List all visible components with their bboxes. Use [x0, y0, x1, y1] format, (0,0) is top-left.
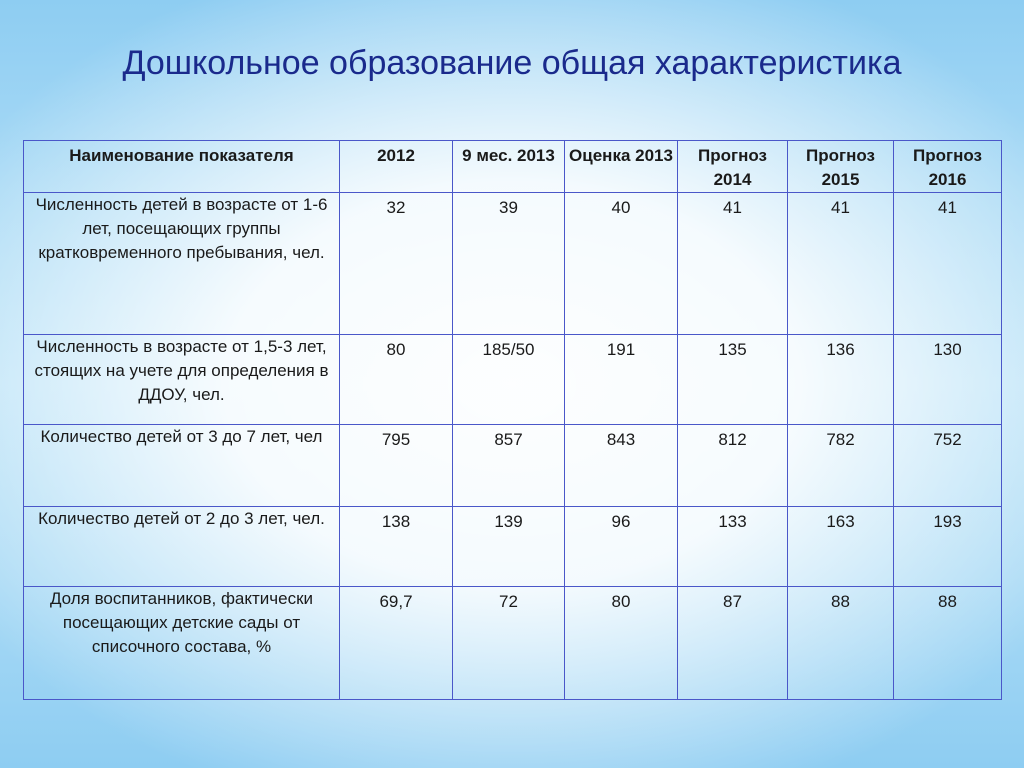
table-cell: 812	[678, 425, 788, 507]
table-row	[24, 335, 1002, 425]
header-2012: 2012	[340, 141, 453, 193]
table-cell: 135	[678, 335, 788, 425]
table-cell: 185/50	[453, 335, 565, 425]
table-row	[24, 507, 1002, 587]
table-cell: 41	[894, 193, 1002, 335]
table-cell: 782	[788, 425, 894, 507]
table-cell: 139	[453, 507, 565, 587]
table-row	[24, 193, 1002, 335]
table-cell: 80	[340, 335, 453, 425]
table-cell: 69,7	[340, 587, 453, 700]
indicators-table	[23, 140, 1002, 700]
table-row	[24, 425, 1002, 507]
table-cell: 39	[453, 193, 565, 335]
table-cell: 87	[678, 587, 788, 700]
table-row	[24, 587, 1002, 700]
header-estimate-2013: Оценка 2013	[565, 141, 678, 193]
header-forecast-2016: Прогноз 2016	[894, 141, 1002, 193]
row-label: Доля воспитанников, фактически посещающих детские сады от списочного состава, %	[24, 587, 340, 700]
table-cell: 80	[565, 587, 678, 700]
table-cell: 193	[894, 507, 1002, 587]
row-label: Численность детей в возрасте от 1-6 лет, посещающих группы кратковременного пребывания, чел.	[24, 193, 340, 335]
table-cell: 752	[894, 425, 1002, 507]
table-cell: 136	[788, 335, 894, 425]
table-cell: 191	[565, 335, 678, 425]
table-cell: 138	[340, 507, 453, 587]
table-cell: 40	[565, 193, 678, 335]
row-label: Количество детей от 3 до 7 лет, чел	[24, 425, 340, 507]
table-cell: 41	[788, 193, 894, 335]
header-indicator-name: Наименование показателя	[24, 141, 340, 193]
table-cell: 843	[565, 425, 678, 507]
header-forecast-2015: Прогноз 2015	[788, 141, 894, 193]
table-cell: 32	[340, 193, 453, 335]
table-cell: 133	[678, 507, 788, 587]
table-cell: 857	[453, 425, 565, 507]
table-cell: 96	[565, 507, 678, 587]
slide-title: Дошкольное образование общая характеристика	[122, 44, 902, 82]
table-cell: 72	[453, 587, 565, 700]
table-header-row	[24, 141, 1002, 193]
table-cell: 130	[894, 335, 1002, 425]
table-cell: 163	[788, 507, 894, 587]
header-forecast-2014: Прогноз 2014	[678, 141, 788, 193]
table-cell: 88	[894, 587, 1002, 700]
table-cell: 88	[788, 587, 894, 700]
table-cell: 795	[340, 425, 453, 507]
table-cell: 41	[678, 193, 788, 335]
row-label: Количество детей от 2 до 3 лет, чел.	[24, 507, 340, 587]
header-9-months-2013: 9 мес. 2013	[453, 141, 565, 193]
row-label: Численность в возрасте от 1,5-3 лет, стоящих на учете для определения в ДДОУ, чел.	[24, 335, 340, 425]
